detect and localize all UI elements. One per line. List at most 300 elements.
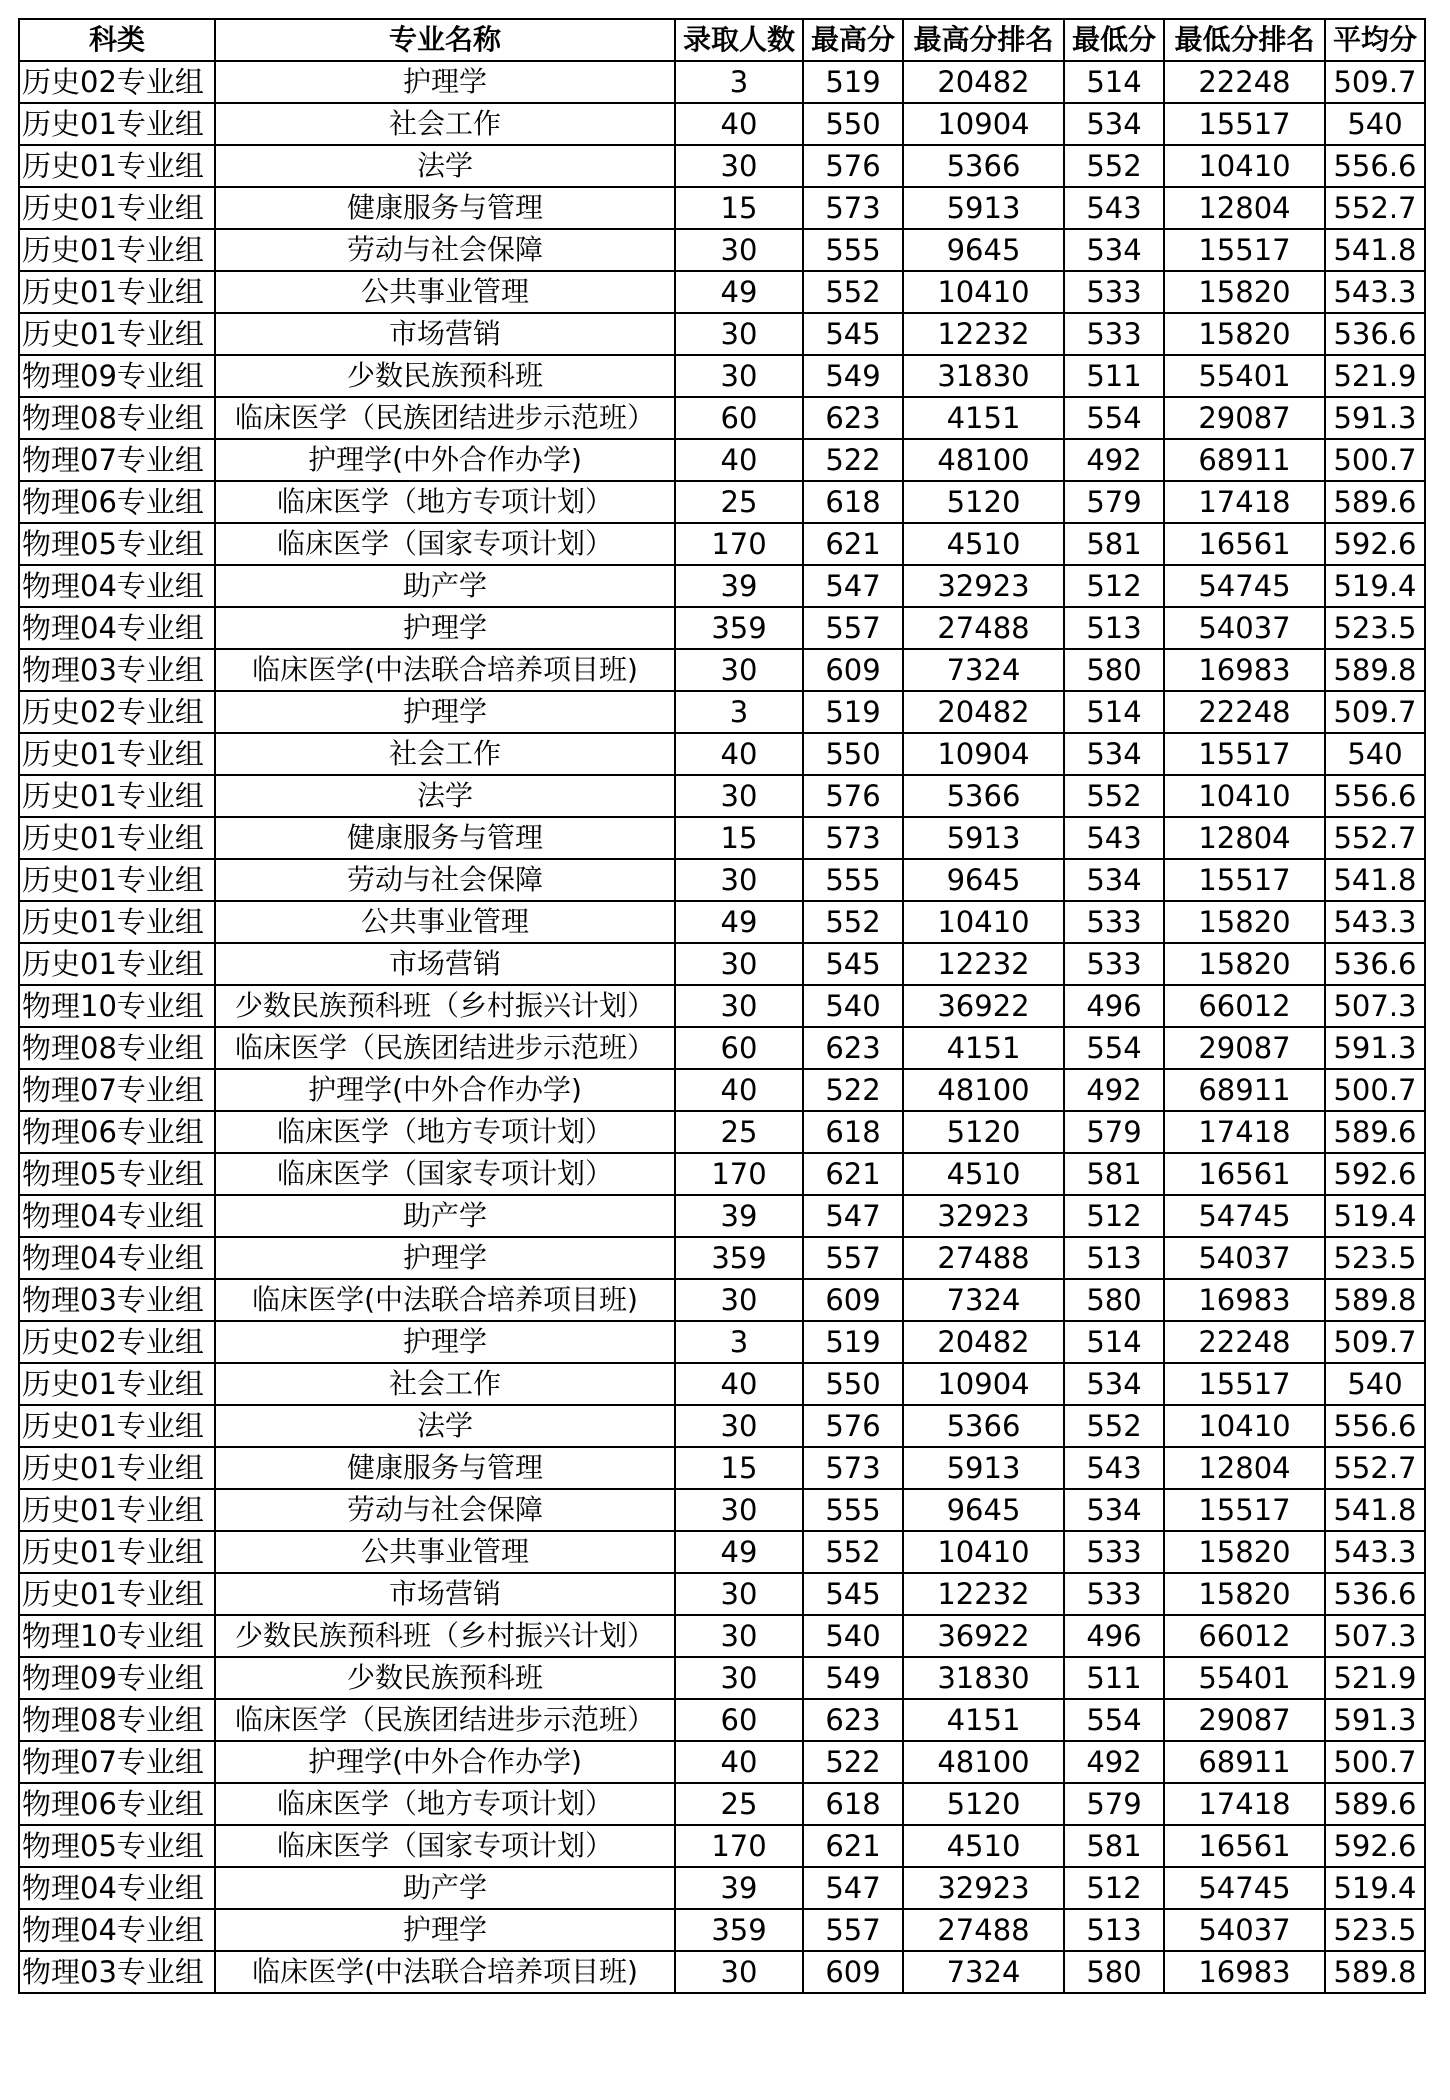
- cell-kelei: 历史02专业组: [19, 691, 215, 733]
- cell-avg: 592.6: [1325, 1153, 1425, 1195]
- cell-enroll: 49: [675, 1531, 803, 1573]
- cell-enroll: 30: [675, 313, 803, 355]
- cell-kelei: 历史01专业组: [19, 271, 215, 313]
- cell-max: 522: [803, 1069, 903, 1111]
- cell-max: 522: [803, 439, 903, 481]
- cell-min-rank: 15820: [1164, 313, 1325, 355]
- cell-max-rank: 10410: [903, 1531, 1064, 1573]
- cell-kelei: 历史01专业组: [19, 145, 215, 187]
- cell-max-rank: 12232: [903, 313, 1064, 355]
- cell-max: 549: [803, 1657, 903, 1699]
- cell-min: 552: [1064, 1405, 1164, 1447]
- cell-enroll: 30: [675, 649, 803, 691]
- cell-kelei: 历史01专业组: [19, 1531, 215, 1573]
- cell-major: 护理学: [215, 1237, 675, 1279]
- cell-major: 公共事业管理: [215, 1531, 675, 1573]
- table-row: [19, 313, 1425, 355]
- cell-avg: 500.7: [1325, 439, 1425, 481]
- cell-kelei: 物理04专业组: [19, 565, 215, 607]
- cell-enroll: 49: [675, 271, 803, 313]
- cell-max-rank: 5120: [903, 481, 1064, 523]
- cell-enroll: 359: [675, 1237, 803, 1279]
- cell-major: 护理学(中外合作办学): [215, 1741, 675, 1783]
- cell-min-rank: 17418: [1164, 481, 1325, 523]
- cell-kelei: 物理05专业组: [19, 1825, 215, 1867]
- cell-avg: 556.6: [1325, 775, 1425, 817]
- cell-max-rank: 48100: [903, 1069, 1064, 1111]
- cell-min: 581: [1064, 1153, 1164, 1195]
- cell-max: 618: [803, 1783, 903, 1825]
- cell-min-rank: 15517: [1164, 229, 1325, 271]
- cell-max-rank: 5366: [903, 145, 1064, 187]
- cell-avg: 589.6: [1325, 1783, 1425, 1825]
- cell-min-rank: 54037: [1164, 1237, 1325, 1279]
- header-cell-min: 最低分: [1064, 19, 1164, 61]
- cell-min-rank: 66012: [1164, 985, 1325, 1027]
- table-row: [19, 1363, 1425, 1405]
- header-cell-max-rank: 最高分排名: [903, 19, 1064, 61]
- cell-enroll: 30: [675, 943, 803, 985]
- cell-enroll: 60: [675, 1027, 803, 1069]
- cell-kelei: 物理03专业组: [19, 649, 215, 691]
- header-row: [19, 19, 1425, 61]
- cell-enroll: 40: [675, 439, 803, 481]
- cell-max: 545: [803, 313, 903, 355]
- cell-min-rank: 16561: [1164, 1825, 1325, 1867]
- table-row: [19, 985, 1425, 1027]
- table-row: [19, 397, 1425, 439]
- cell-kelei: 物理09专业组: [19, 1657, 215, 1699]
- cell-major: 健康服务与管理: [215, 817, 675, 859]
- cell-enroll: 3: [675, 1321, 803, 1363]
- cell-min: 534: [1064, 733, 1164, 775]
- cell-major: 临床医学(中法联合培养项目班): [215, 649, 675, 691]
- table-row: [19, 355, 1425, 397]
- table-row: [19, 1951, 1425, 1993]
- cell-kelei: 物理07专业组: [19, 1741, 215, 1783]
- cell-enroll: 30: [675, 1573, 803, 1615]
- cell-min: 581: [1064, 1825, 1164, 1867]
- cell-major: 临床医学（民族团结进步示范班）: [215, 1027, 675, 1069]
- cell-min: 496: [1064, 985, 1164, 1027]
- cell-enroll: 3: [675, 61, 803, 103]
- cell-max: 621: [803, 523, 903, 565]
- header-cell-avg: 平均分: [1325, 19, 1425, 61]
- cell-max-rank: 4151: [903, 397, 1064, 439]
- cell-min-rank: 17418: [1164, 1783, 1325, 1825]
- cell-max-rank: 5913: [903, 187, 1064, 229]
- cell-enroll: 30: [675, 1615, 803, 1657]
- table-row: [19, 691, 1425, 733]
- cell-enroll: 30: [675, 1657, 803, 1699]
- cell-min-rank: 12804: [1164, 817, 1325, 859]
- cell-enroll: 359: [675, 607, 803, 649]
- cell-major: 临床医学(中法联合培养项目班): [215, 1279, 675, 1321]
- cell-max-rank: 31830: [903, 355, 1064, 397]
- cell-min-rank: 55401: [1164, 355, 1325, 397]
- cell-kelei: 历史01专业组: [19, 103, 215, 145]
- cell-kelei: 物理05专业组: [19, 1153, 215, 1195]
- cell-max: 557: [803, 1237, 903, 1279]
- cell-enroll: 30: [675, 775, 803, 817]
- cell-min-rank: 15820: [1164, 271, 1325, 313]
- cell-min-rank: 66012: [1164, 1615, 1325, 1657]
- cell-kelei: 历史01专业组: [19, 1363, 215, 1405]
- cell-enroll: 30: [675, 1279, 803, 1321]
- cell-enroll: 39: [675, 1195, 803, 1237]
- cell-major: 护理学: [215, 1909, 675, 1951]
- cell-major: 临床医学（国家专项计划）: [215, 1825, 675, 1867]
- cell-min-rank: 29087: [1164, 1699, 1325, 1741]
- cell-min-rank: 10410: [1164, 145, 1325, 187]
- cell-min: 579: [1064, 1783, 1164, 1825]
- cell-max-rank: 5120: [903, 1111, 1064, 1153]
- table-row: [19, 775, 1425, 817]
- cell-min: 512: [1064, 1195, 1164, 1237]
- table-row: [19, 1111, 1425, 1153]
- cell-enroll: 25: [675, 1783, 803, 1825]
- cell-max-rank: 10410: [903, 271, 1064, 313]
- cell-max: 576: [803, 145, 903, 187]
- cell-max-rank: 27488: [903, 607, 1064, 649]
- cell-kelei: 历史01专业组: [19, 1489, 215, 1531]
- cell-enroll: 60: [675, 397, 803, 439]
- cell-major: 护理学: [215, 691, 675, 733]
- cell-min-rank: 12804: [1164, 1447, 1325, 1489]
- cell-min-rank: 17418: [1164, 1111, 1325, 1153]
- cell-enroll: 359: [675, 1909, 803, 1951]
- table-row: [19, 523, 1425, 565]
- cell-enroll: 30: [675, 1951, 803, 1993]
- cell-kelei: 历史02专业组: [19, 61, 215, 103]
- cell-avg: 589.8: [1325, 1951, 1425, 1993]
- cell-major: 临床医学（民族团结进步示范班）: [215, 1699, 675, 1741]
- cell-major: 助产学: [215, 565, 675, 607]
- cell-major: 健康服务与管理: [215, 1447, 675, 1489]
- cell-min: 533: [1064, 943, 1164, 985]
- cell-avg: 523.5: [1325, 1909, 1425, 1951]
- cell-min: 580: [1064, 1279, 1164, 1321]
- cell-min-rank: 12804: [1164, 187, 1325, 229]
- cell-min: 492: [1064, 1069, 1164, 1111]
- cell-min-rank: 15517: [1164, 733, 1325, 775]
- cell-kelei: 物理10专业组: [19, 1615, 215, 1657]
- cell-enroll: 40: [675, 733, 803, 775]
- cell-kelei: 物理03专业组: [19, 1279, 215, 1321]
- cell-min: 513: [1064, 1237, 1164, 1279]
- cell-enroll: 30: [675, 859, 803, 901]
- cell-max: 519: [803, 61, 903, 103]
- table-row: [19, 1195, 1425, 1237]
- cell-min-rank: 16561: [1164, 523, 1325, 565]
- cell-max: 576: [803, 1405, 903, 1447]
- cell-kelei: 历史01专业组: [19, 817, 215, 859]
- cell-min-rank: 16983: [1164, 649, 1325, 691]
- cell-max-rank: 5366: [903, 1405, 1064, 1447]
- cell-max: 623: [803, 397, 903, 439]
- cell-major: 市场营销: [215, 943, 675, 985]
- cell-major: 临床医学（地方专项计划）: [215, 1783, 675, 1825]
- table-row: [19, 649, 1425, 691]
- cell-min: 534: [1064, 103, 1164, 145]
- cell-major: 少数民族预科班（乡村振兴计划）: [215, 1615, 675, 1657]
- cell-major: 护理学: [215, 1321, 675, 1363]
- cell-avg: 521.9: [1325, 355, 1425, 397]
- table-row: [19, 1867, 1425, 1909]
- table-row: [19, 1699, 1425, 1741]
- cell-max: 545: [803, 1573, 903, 1615]
- table-row: [19, 1783, 1425, 1825]
- cell-enroll: 30: [675, 229, 803, 271]
- cell-max: 623: [803, 1027, 903, 1069]
- cell-min: 552: [1064, 775, 1164, 817]
- cell-enroll: 60: [675, 1699, 803, 1741]
- cell-min: 492: [1064, 439, 1164, 481]
- cell-min-rank: 54037: [1164, 607, 1325, 649]
- cell-max: 621: [803, 1825, 903, 1867]
- cell-min: 514: [1064, 61, 1164, 103]
- table-row: [19, 1447, 1425, 1489]
- cell-min: 554: [1064, 397, 1164, 439]
- cell-max: 550: [803, 103, 903, 145]
- cell-max: 623: [803, 1699, 903, 1741]
- cell-max-rank: 32923: [903, 1867, 1064, 1909]
- cell-major: 公共事业管理: [215, 901, 675, 943]
- cell-kelei: 物理07专业组: [19, 1069, 215, 1111]
- cell-max: 557: [803, 1909, 903, 1951]
- cell-kelei: 物理06专业组: [19, 1783, 215, 1825]
- cell-major: 法学: [215, 775, 675, 817]
- cell-max-rank: 4510: [903, 1825, 1064, 1867]
- table-header: [19, 19, 1425, 61]
- cell-min: 579: [1064, 1111, 1164, 1153]
- cell-min: 554: [1064, 1699, 1164, 1741]
- cell-min-rank: 68911: [1164, 1069, 1325, 1111]
- cell-avg: 521.9: [1325, 1657, 1425, 1699]
- cell-kelei: 历史02专业组: [19, 1321, 215, 1363]
- table-row: [19, 1237, 1425, 1279]
- cell-major: 市场营销: [215, 313, 675, 355]
- cell-kelei: 历史01专业组: [19, 229, 215, 271]
- cell-major: 助产学: [215, 1867, 675, 1909]
- cell-enroll: 15: [675, 1447, 803, 1489]
- cell-avg: 556.6: [1325, 1405, 1425, 1447]
- cell-max-rank: 27488: [903, 1237, 1064, 1279]
- cell-min: 514: [1064, 691, 1164, 733]
- cell-major: 劳动与社会保障: [215, 229, 675, 271]
- cell-max: 573: [803, 187, 903, 229]
- cell-avg: 507.3: [1325, 1615, 1425, 1657]
- cell-avg: 519.4: [1325, 1867, 1425, 1909]
- cell-min-rank: 16561: [1164, 1153, 1325, 1195]
- cell-major: 临床医学(中法联合培养项目班): [215, 1951, 675, 1993]
- cell-min-rank: 54745: [1164, 1867, 1325, 1909]
- cell-kelei: 物理08专业组: [19, 1027, 215, 1069]
- admission-score-table: [18, 18, 1426, 1994]
- cell-min-rank: 55401: [1164, 1657, 1325, 1699]
- header-cell-enroll: 录取人数: [675, 19, 803, 61]
- cell-avg: 500.7: [1325, 1741, 1425, 1783]
- cell-kelei: 物理04专业组: [19, 607, 215, 649]
- cell-avg: 541.8: [1325, 1489, 1425, 1531]
- cell-enroll: 49: [675, 901, 803, 943]
- table-row: [19, 901, 1425, 943]
- cell-min-rank: 54745: [1164, 1195, 1325, 1237]
- cell-avg: 519.4: [1325, 565, 1425, 607]
- table-row: [19, 481, 1425, 523]
- cell-min-rank: 15517: [1164, 103, 1325, 145]
- cell-kelei: 历史01专业组: [19, 775, 215, 817]
- cell-max-rank: 10410: [903, 901, 1064, 943]
- cell-avg: 543.3: [1325, 271, 1425, 313]
- table-row: [19, 1321, 1425, 1363]
- cell-major: 公共事业管理: [215, 271, 675, 313]
- cell-max: 519: [803, 691, 903, 733]
- cell-avg: 509.7: [1325, 1321, 1425, 1363]
- cell-enroll: 30: [675, 355, 803, 397]
- cell-max: 540: [803, 985, 903, 1027]
- table-row: [19, 943, 1425, 985]
- table-row: [19, 1573, 1425, 1615]
- cell-min: 534: [1064, 1363, 1164, 1405]
- cell-enroll: 40: [675, 1069, 803, 1111]
- cell-avg: 536.6: [1325, 313, 1425, 355]
- cell-major: 护理学(中外合作办学): [215, 1069, 675, 1111]
- cell-max: 555: [803, 1489, 903, 1531]
- header-cell-major: 专业名称: [215, 19, 675, 61]
- cell-min-rank: 54745: [1164, 565, 1325, 607]
- cell-max: 550: [803, 1363, 903, 1405]
- cell-min: 579: [1064, 481, 1164, 523]
- cell-max-rank: 5913: [903, 1447, 1064, 1489]
- cell-avg: 591.3: [1325, 1027, 1425, 1069]
- table-row: [19, 61, 1425, 103]
- cell-max-rank: 5366: [903, 775, 1064, 817]
- cell-major: 法学: [215, 145, 675, 187]
- cell-min: 580: [1064, 649, 1164, 691]
- cell-max-rank: 20482: [903, 1321, 1064, 1363]
- table-row: [19, 103, 1425, 145]
- cell-min: 543: [1064, 187, 1164, 229]
- table-row: [19, 187, 1425, 229]
- cell-avg: 536.6: [1325, 1573, 1425, 1615]
- cell-min: 534: [1064, 859, 1164, 901]
- cell-enroll: 39: [675, 565, 803, 607]
- cell-min-rank: 16983: [1164, 1279, 1325, 1321]
- cell-min: 580: [1064, 1951, 1164, 1993]
- cell-min-rank: 68911: [1164, 439, 1325, 481]
- cell-avg: 509.7: [1325, 691, 1425, 733]
- cell-major: 劳动与社会保障: [215, 1489, 675, 1531]
- table-row: [19, 733, 1425, 775]
- cell-max-rank: 36922: [903, 985, 1064, 1027]
- cell-min: 496: [1064, 1615, 1164, 1657]
- cell-major: 社会工作: [215, 733, 675, 775]
- cell-kelei: 历史01专业组: [19, 187, 215, 229]
- cell-max-rank: 48100: [903, 439, 1064, 481]
- cell-kelei: 历史01专业组: [19, 313, 215, 355]
- cell-kelei: 物理07专业组: [19, 439, 215, 481]
- cell-avg: 589.6: [1325, 481, 1425, 523]
- cell-min: 513: [1064, 1909, 1164, 1951]
- cell-enroll: 40: [675, 103, 803, 145]
- cell-max-rank: 12232: [903, 943, 1064, 985]
- cell-min: 543: [1064, 1447, 1164, 1489]
- header-cell-min-rank: 最低分排名: [1164, 19, 1325, 61]
- cell-major: 少数民族预科班: [215, 1657, 675, 1699]
- cell-kelei: 物理04专业组: [19, 1237, 215, 1279]
- cell-avg: 536.6: [1325, 943, 1425, 985]
- cell-enroll: 30: [675, 1489, 803, 1531]
- cell-max-rank: 4510: [903, 523, 1064, 565]
- cell-max-rank: 5913: [903, 817, 1064, 859]
- cell-enroll: 40: [675, 1363, 803, 1405]
- cell-max-rank: 7324: [903, 649, 1064, 691]
- cell-major: 少数民族预科班（乡村振兴计划）: [215, 985, 675, 1027]
- cell-major: 临床医学（国家专项计划）: [215, 1153, 675, 1195]
- cell-enroll: 3: [675, 691, 803, 733]
- table-row: [19, 1615, 1425, 1657]
- table-row: [19, 565, 1425, 607]
- cell-max: 621: [803, 1153, 903, 1195]
- cell-max: 573: [803, 1447, 903, 1489]
- cell-major: 社会工作: [215, 103, 675, 145]
- cell-avg: 540: [1325, 103, 1425, 145]
- cell-max-rank: 4510: [903, 1153, 1064, 1195]
- cell-max-rank: 9645: [903, 1489, 1064, 1531]
- cell-avg: 591.3: [1325, 1699, 1425, 1741]
- cell-avg: 541.8: [1325, 859, 1425, 901]
- cell-kelei: 历史01专业组: [19, 733, 215, 775]
- cell-major: 临床医学（民族团结进步示范班）: [215, 397, 675, 439]
- cell-max: 547: [803, 1195, 903, 1237]
- header-cell-kelei: 科类: [19, 19, 215, 61]
- cell-min-rank: 22248: [1164, 1321, 1325, 1363]
- cell-avg: 592.6: [1325, 1825, 1425, 1867]
- cell-min-rank: 15517: [1164, 859, 1325, 901]
- cell-max: 609: [803, 649, 903, 691]
- table-row: [19, 817, 1425, 859]
- cell-major: 健康服务与管理: [215, 187, 675, 229]
- cell-major: 劳动与社会保障: [215, 859, 675, 901]
- cell-enroll: 40: [675, 1741, 803, 1783]
- cell-min: 511: [1064, 1657, 1164, 1699]
- cell-major: 助产学: [215, 1195, 675, 1237]
- cell-max-rank: 10904: [903, 733, 1064, 775]
- cell-min-rank: 15820: [1164, 1573, 1325, 1615]
- cell-major: 少数民族预科班: [215, 355, 675, 397]
- cell-max: 547: [803, 1867, 903, 1909]
- cell-min-rank: 10410: [1164, 775, 1325, 817]
- cell-max-rank: 27488: [903, 1909, 1064, 1951]
- cell-min-rank: 22248: [1164, 691, 1325, 733]
- cell-enroll: 25: [675, 1111, 803, 1153]
- cell-min: 492: [1064, 1741, 1164, 1783]
- cell-major: 护理学: [215, 607, 675, 649]
- cell-min: 533: [1064, 313, 1164, 355]
- cell-min-rank: 16983: [1164, 1951, 1325, 1993]
- cell-max: 547: [803, 565, 903, 607]
- cell-min-rank: 15820: [1164, 1531, 1325, 1573]
- cell-avg: 552.7: [1325, 187, 1425, 229]
- cell-kelei: 历史01专业组: [19, 943, 215, 985]
- cell-max-rank: 5120: [903, 1783, 1064, 1825]
- cell-kelei: 物理10专业组: [19, 985, 215, 1027]
- cell-kelei: 物理04专业组: [19, 1909, 215, 1951]
- cell-kelei: 物理06专业组: [19, 1111, 215, 1153]
- cell-min: 534: [1064, 229, 1164, 271]
- cell-max-rank: 10904: [903, 103, 1064, 145]
